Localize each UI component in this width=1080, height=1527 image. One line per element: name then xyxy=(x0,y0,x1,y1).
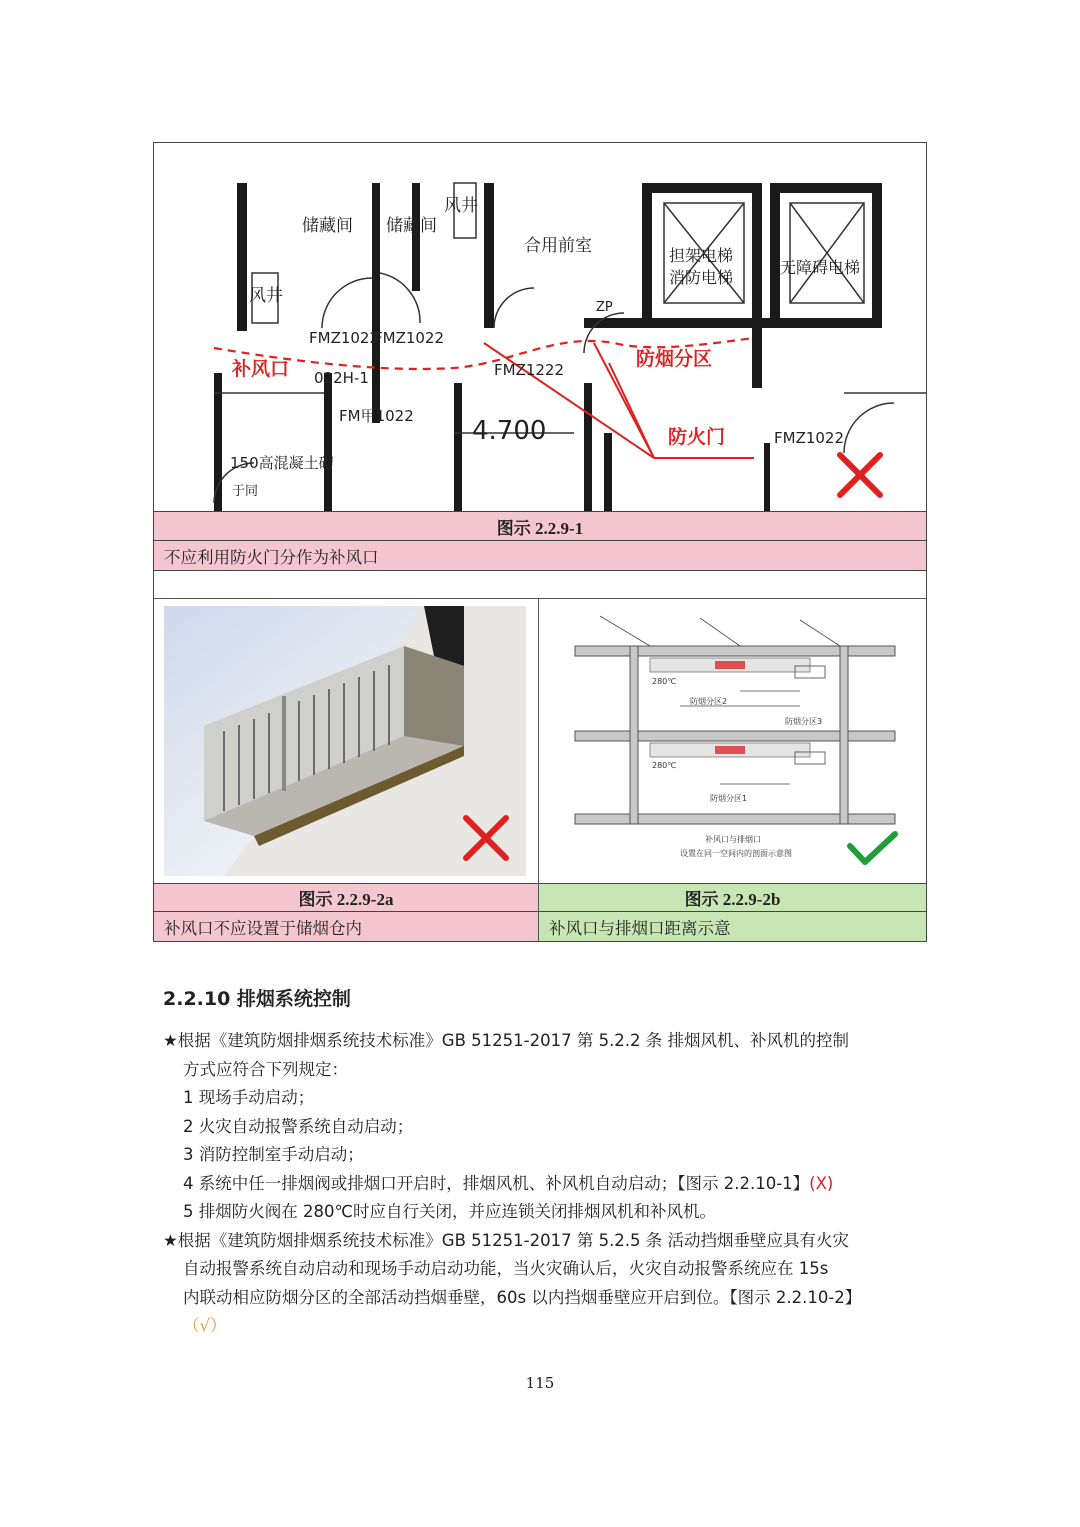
section-diagram xyxy=(540,606,925,878)
section-heading: 2.2.10 排烟系统控制 xyxy=(163,988,351,1010)
diagram-label-zone1: 防烟分区1 xyxy=(710,794,748,803)
plan-label-elevation: 4.700 xyxy=(472,416,547,446)
list-item-1: 1 现场手动启动； xyxy=(183,1088,315,1107)
plan-label-storage-1: 储藏间 xyxy=(302,216,353,236)
diagram-caption-2: 设置在同一空间内的剖面示意图 xyxy=(680,849,792,858)
figure-title-1: 图示 2.2.9-1 xyxy=(154,511,926,541)
plan-label-fmjia: FM甲1022 xyxy=(339,407,414,425)
plan-label-concrete: 150高混凝土砌 xyxy=(230,454,334,472)
list-item-2: 2 火灾自动报警系统自动启动； xyxy=(183,1116,414,1136)
list-item-4 xyxy=(163,1170,923,1199)
plan-label-stretcher-elevator: 担架电梯 xyxy=(669,246,734,265)
plan-label-zp: ZP xyxy=(596,300,613,315)
paragraph-2-line-1: ★根据《建筑防烟排烟系统技术标准》GB 51251-2017 第 5.2.5 条 活动挡烟垂壁应具有火灾 xyxy=(163,1230,850,1250)
diagram-label-zone3: 防烟分区3 xyxy=(785,717,823,726)
diagram-label-zone2: 防烟分区2 xyxy=(690,697,728,706)
plan-label-shaft-top: 风井 xyxy=(444,196,478,216)
plan-label-yutong: 于同 xyxy=(232,484,259,499)
paragraph-1-line-2: 方式应符合下列规定： xyxy=(183,1059,348,1079)
paragraph-1-line-1: ★根据《建筑防烟排烟系统技术标准》GB 51251-2017 第 5.2.2 条 排烟风机、补风机的控制 xyxy=(163,1031,850,1050)
diagram-label-temp2: 280℃ xyxy=(652,761,677,770)
plan-label-fmz1: FMZ1022 xyxy=(309,329,380,347)
figure-desc-2a: 补风口不应设置于储烟仓内 xyxy=(154,912,538,941)
plan-label-fmz3: FMZ1222 xyxy=(494,361,565,379)
annotation-fire-door: 防火门 xyxy=(668,426,726,448)
figure-title-2a: 图示 2.2.9-2a xyxy=(154,883,538,912)
annotation-smoke-zone: 防烟分区 xyxy=(636,348,713,370)
wrong-annotation: (X) xyxy=(809,1173,834,1193)
plan-label-shaft-left: 风井 xyxy=(249,286,283,306)
figure-desc-2b: 补风口与排烟口距离示意 xyxy=(539,912,926,941)
plan-label-fmz4: FMZ1022 xyxy=(774,429,845,447)
paragraph-2-line-3: 内联动相应防烟分区的全部活动挡烟垂壁，60s 以内挡烟垂壁应开启到位。【图示 2.2.10-2】 xyxy=(183,1287,862,1307)
plan-label-accessible-elevator: 无障碍电梯 xyxy=(780,258,861,277)
diagram-label-temp1: 280℃ xyxy=(652,677,677,686)
figure-title-2b: 图示 2.2.9-2b xyxy=(539,883,926,912)
plan-label-fire-elevator: 消防电梯 xyxy=(669,268,734,287)
figure-desc-1: 不应利用防火门分作为补风口 xyxy=(154,541,926,571)
annotation-makeup-air-inlet: 补风口 xyxy=(232,358,290,380)
body-text xyxy=(163,1027,923,1341)
right-annotation: （√） xyxy=(183,1316,227,1335)
list-item-3: 3 消防控制室手动启动； xyxy=(183,1145,364,1164)
plan-label-fmz2: FMZ1022 xyxy=(374,329,445,347)
plan-label-code: 022H-1 xyxy=(314,369,369,387)
plan-label-lobby: 合用前室 xyxy=(524,236,592,256)
row-divider xyxy=(154,598,926,599)
list-item-5: 5 排烟防火阀在 280℃时应自行关闭，并应连锁关闭排烟风机和补风机。 xyxy=(183,1202,717,1221)
diagram-caption-1: 补风口与排烟口 xyxy=(705,835,761,844)
plan-label-storage-2: 储藏间 xyxy=(386,216,437,236)
paragraph-2-line-2: 自动报警系统自动启动和现场手动启动功能，当火灾确认后，火灾自动报警系统应在 15s xyxy=(183,1259,829,1278)
floor-plan-figure xyxy=(154,143,926,511)
photo-exhaust-vent xyxy=(164,606,526,876)
page-number: 115 xyxy=(525,1374,555,1392)
list-item-4-text: 4 系统中任一排烟阀或排烟口开启时，排烟风机、补风机自动启动；【图示 2.2.10-1】 xyxy=(183,1173,810,1193)
